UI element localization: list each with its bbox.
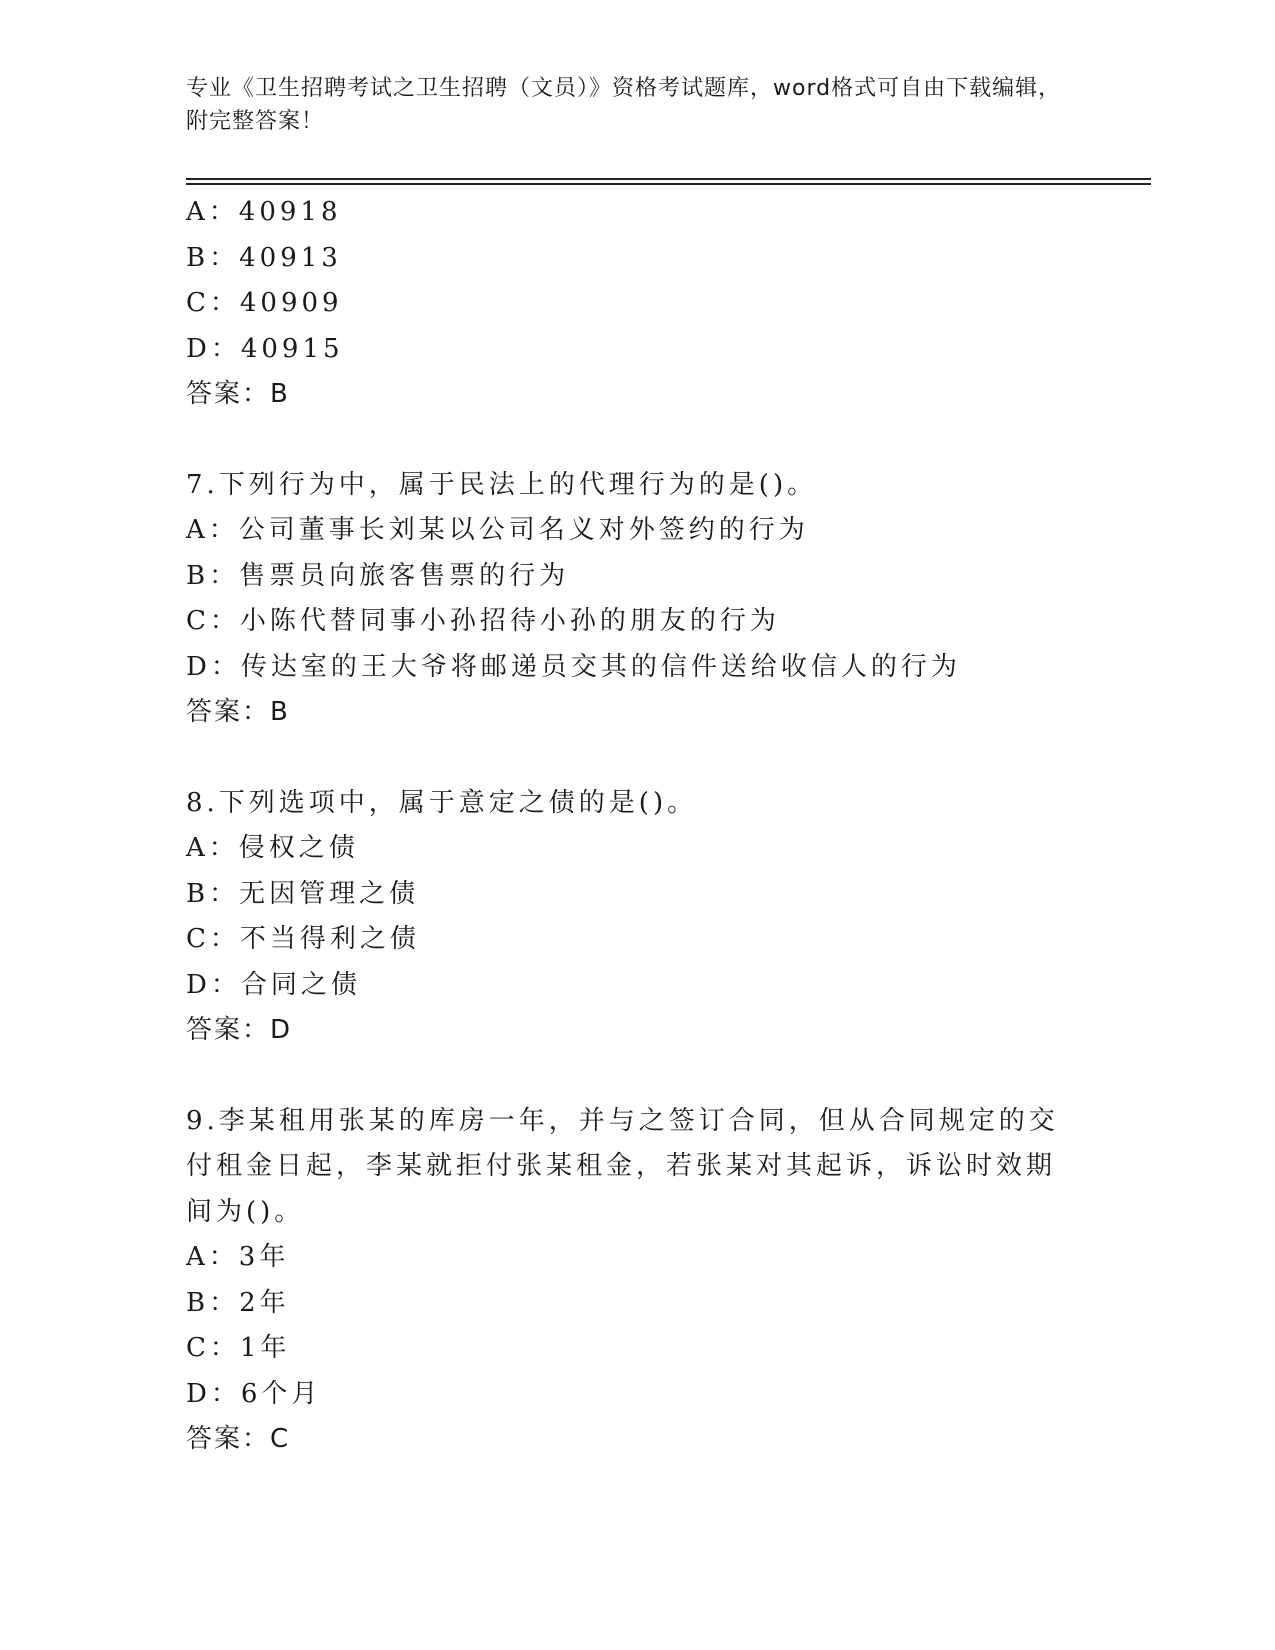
question-stem: 9.李某租用张某的库房一年，并与之签订合同，但从合同规定的交付租金日起，李某就拒付张某租金，若张某对其起诉，诉讼时效期间为()。 bbox=[186, 1105, 1059, 1227]
answer-line: 答案：D bbox=[186, 1015, 293, 1045]
option-c: C：40909 bbox=[186, 288, 343, 318]
question-stem: 7.下列行为中，属于民法上的代理行为的是()。 bbox=[186, 469, 818, 500]
option-d: D：6个月 bbox=[186, 1378, 322, 1409]
question-stem: 8.下列选项中，属于意定之债的是()。 bbox=[186, 787, 698, 818]
answer-line: 答案：B bbox=[186, 379, 290, 409]
option-d: D：传达室的王大爷将邮递员交其的信件送给收信人的行为 bbox=[186, 651, 961, 682]
answer-line: 答案：C bbox=[186, 1424, 291, 1454]
option-c: C：小陈代替同事小孙招待小孙的朋友的行为 bbox=[186, 606, 780, 636]
option-c: C：1年 bbox=[186, 1333, 291, 1363]
option-a: A：40918 bbox=[186, 197, 342, 227]
option-b: B：无因管理之债 bbox=[186, 878, 420, 909]
option-b: B：40913 bbox=[186, 242, 342, 273]
question-block bbox=[186, 781, 1086, 1054]
option-d: D：40915 bbox=[186, 333, 344, 364]
question-block bbox=[186, 1099, 1086, 1463]
option-c: C：不当得利之债 bbox=[186, 924, 420, 954]
option-a: A：公司董事长刘某以公司名义对外签约的行为 bbox=[186, 515, 809, 545]
header-divider-top bbox=[186, 178, 1151, 180]
option-b: B：售票员向旅客售票的行为 bbox=[186, 560, 570, 591]
option-d: D：合同之债 bbox=[186, 969, 361, 1000]
option-a: A：侵权之债 bbox=[186, 833, 359, 863]
answer-line: 答案：B bbox=[186, 697, 290, 727]
document-header: 专业《卫生招聘考试之卫生招聘（文员）》资格考试题库，word格式可自由下载编辑，附完整答案！ bbox=[186, 76, 1062, 134]
question-block bbox=[186, 463, 1086, 736]
question-list bbox=[186, 190, 1086, 1463]
header-divider-bottom bbox=[186, 183, 1151, 185]
option-b: B：2年 bbox=[186, 1287, 290, 1318]
option-a: A：3年 bbox=[186, 1242, 290, 1272]
question-block bbox=[186, 190, 1086, 418]
